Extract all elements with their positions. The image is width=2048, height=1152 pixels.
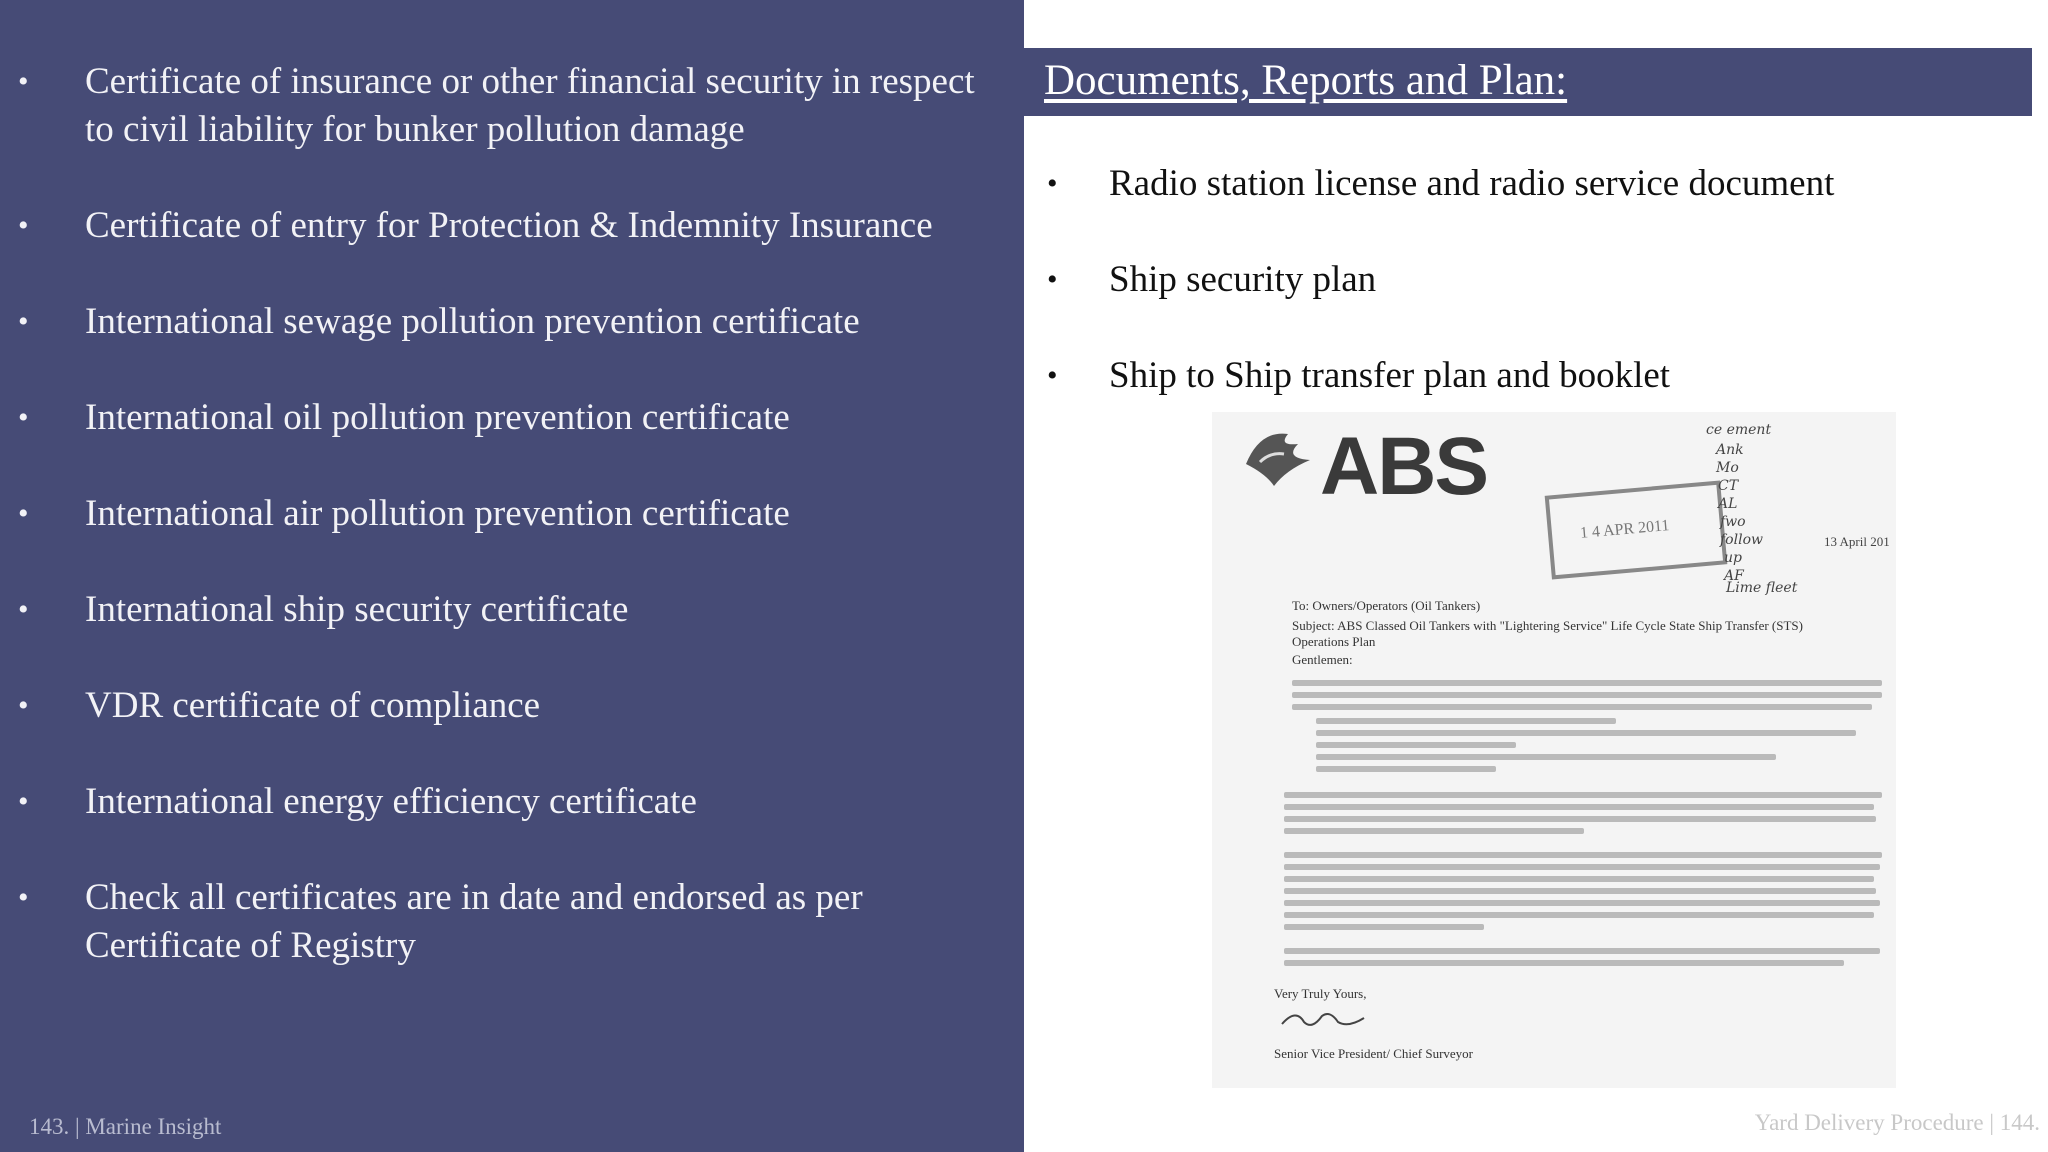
list-item-text: International oil pollution prevention certificate — [85, 397, 790, 438]
list-item-text: VDR certificate of compliance — [85, 685, 541, 726]
eagle-icon — [1240, 424, 1320, 494]
bullet-icon: • — [1047, 359, 1058, 392]
list-item-text: Check all certificates are in date and endorsed as per Certificate of Registry — [85, 877, 863, 966]
list-item-text: Ship to Ship transfer plan and booklet — [1109, 355, 1671, 396]
text-line — [1284, 852, 1882, 858]
handwritten-note: CT — [1718, 478, 1739, 494]
bullet-icon: • — [1047, 263, 1058, 296]
stamp-date: 1 4 APR 2011 — [1579, 517, 1671, 542]
list-item-text: Certificate of insurance or other financial security in respect to civil liability for bunker pollution damage — [85, 61, 975, 150]
bullet-icon: • — [18, 401, 29, 434]
handwritten-note: AF — [1724, 568, 1744, 584]
text-line — [1316, 730, 1856, 736]
text-line — [1284, 828, 1584, 834]
handwritten-note: Mo — [1716, 460, 1739, 476]
section-title: Documents, Reports and Plan: — [1044, 57, 1568, 104]
text-line — [1284, 948, 1880, 954]
handwritten-note: up — [1724, 550, 1742, 566]
text-line — [1292, 692, 1882, 698]
text-line — [1284, 804, 1874, 810]
handwritten-note: fwo — [1720, 514, 1746, 530]
text-line — [1284, 912, 1874, 918]
list-item-text: Radio station license and radio service document — [1109, 163, 1835, 204]
handwritten-note: Lime fleet — [1726, 580, 1798, 596]
text-line — [1284, 924, 1484, 930]
letter-subject: Subject: ABS Classed Oil Tankers with "Lightering Service" Life Cycle State Ship Transfer (STS) Operations Plan — [1292, 618, 1803, 649]
text-line — [1316, 754, 1776, 760]
bullet-icon: • — [18, 65, 29, 98]
text-line — [1284, 960, 1844, 966]
letter-closing: Very Truly Yours, — [1274, 986, 1367, 1001]
text-line — [1284, 792, 1882, 798]
footer-page-label-right: Yard Delivery Procedure | 144. — [1754, 1110, 2040, 1135]
bullet-icon: • — [18, 209, 29, 242]
letter-date: 13 April 201 — [1824, 534, 1890, 549]
letter-greeting: Gentlemen: — [1292, 652, 1353, 667]
footer-page-label-left: 143. | Marine Insight — [29, 1114, 222, 1139]
bullet-icon: • — [18, 305, 29, 338]
text-line — [1284, 876, 1874, 882]
bullet-icon: • — [18, 689, 29, 722]
text-line — [1292, 680, 1882, 686]
handwritten-note: follow — [1720, 532, 1763, 548]
bullet-icon: • — [18, 881, 29, 914]
text-line — [1284, 864, 1880, 870]
handwritten-note: AL — [1718, 496, 1738, 512]
signature-icon — [1278, 1006, 1368, 1032]
abs-logo — [1240, 421, 1488, 512]
letter-recipient: To: Owners/Operators (Oil Tankers) — [1292, 598, 1481, 613]
handwritten-note: Ank — [1716, 442, 1744, 458]
logo-text: ABS — [1320, 421, 1488, 512]
letter-signoff: Senior Vice President/ Chief Surveyor — [1274, 1046, 1473, 1061]
list-item-text: Ship security plan — [1109, 259, 1377, 300]
scanned-letter-image — [1212, 412, 1896, 1088]
list-item-text: International ship security certificate — [85, 589, 629, 630]
list-item-text: International sewage pollution prevention certificate — [85, 301, 860, 342]
bullet-icon: • — [18, 785, 29, 818]
list-item-text: International air pollution prevention certificate — [85, 493, 790, 534]
list-item-text: Certificate of entry for Protection & Indemnity Insurance — [85, 205, 933, 246]
text-line — [1316, 766, 1496, 772]
section-header — [1024, 48, 2032, 116]
text-line — [1292, 704, 1872, 710]
text-line — [1284, 900, 1880, 906]
list-item-text: International energy efficiency certificate — [85, 781, 697, 822]
text-line — [1284, 888, 1876, 894]
handwritten-note: ce ement — [1706, 422, 1772, 438]
text-line — [1284, 816, 1876, 822]
text-line — [1316, 742, 1516, 748]
text-line — [1316, 718, 1616, 724]
received-stamp — [1545, 480, 1728, 579]
bullet-icon: • — [1047, 167, 1058, 200]
bullet-icon: • — [18, 497, 29, 530]
bullet-icon: • — [18, 593, 29, 626]
